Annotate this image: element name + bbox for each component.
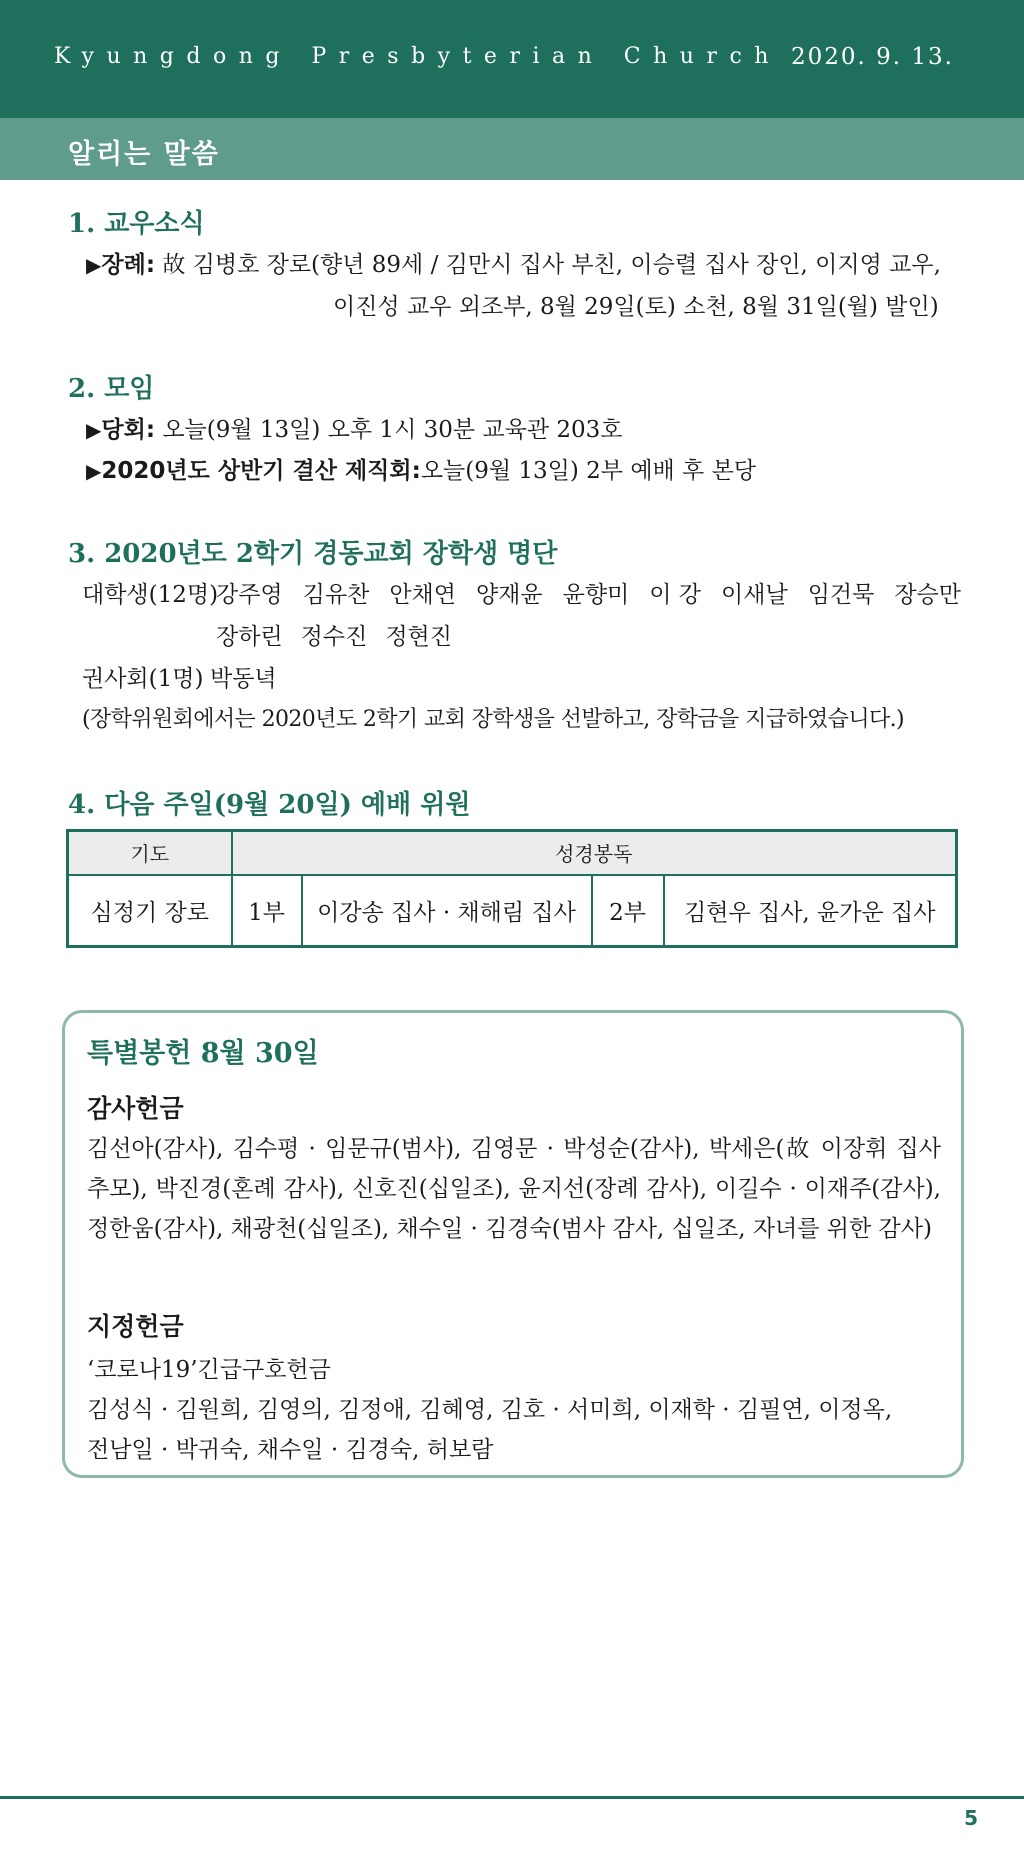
meeting-item-2 — [86, 452, 756, 485]
table-header-row — [68, 831, 957, 875]
meeting-item-1 — [86, 411, 622, 444]
offering-box — [62, 1010, 964, 1478]
scholar-name: 이새날 — [721, 582, 788, 608]
funeral-line-1 — [86, 246, 941, 279]
thanks-offering-title: 감사헌금 — [87, 1094, 184, 1123]
college-names-2 — [216, 618, 452, 651]
header-bar — [0, 0, 1024, 118]
section-2-title: 2. 모임 — [68, 374, 155, 404]
college-names — [216, 576, 961, 609]
section-4-title: 4. 다음 주일(9월 20일) 예배 위원 — [68, 790, 471, 820]
scholar-name: 정수진 — [300, 624, 368, 650]
part-2: 2부 — [592, 875, 664, 947]
header-prayer: 기도 — [68, 831, 232, 875]
designated-offering-title: 지정헌금 — [87, 1312, 184, 1341]
meeting-2-label: 2020년도 상반기 결산 제직회: — [101, 458, 421, 484]
section-band — [0, 118, 1024, 180]
scholar-name: 장하린 — [216, 624, 283, 650]
scholar-name: 박동녁 — [210, 666, 277, 692]
part-1: 1부 — [232, 875, 302, 947]
worship-committee-table — [66, 829, 958, 948]
thanks-offering-text: 김선아(감사), 김수평 · 임문규(범사), 김영문 · 박성순(감사), 박세은(故 이장휘 집사 추모), 박진경(혼례 감사), 신호진(십일조), 윤지선(장례 감사), 이길수 · 이재주(감사), 정한움(감사), 채광천(십일조), 채수일 · 김경숙(범사 감사, 십일조, 자녀를 위한 감사) — [87, 1136, 941, 1242]
funeral-line-2: 이진성 교우 외조부, 8월 29일(토) 소천, 8월 31일(월) 발인) — [333, 294, 939, 320]
meeting-2-text: 오늘(9월 13일) 2부 예배 후 본당 — [420, 458, 757, 484]
arrow-right-icon: ▶ — [86, 418, 102, 442]
designated-offering-line-1: 김성식 · 김원희, 김영의, 김정애, 김혜영, 김호 · 서미희, 이재학 · 김필연, 이정옥, — [87, 1397, 893, 1423]
part-1-readers: 이강송 집사 · 채해림 집사 — [302, 875, 592, 947]
section-3-title: 3. 2020년도 2학기 경동교회 장학생 명단 — [68, 539, 558, 569]
page-number: 5 — [964, 1806, 978, 1830]
bulletin-date: 2020. 9. 13. — [791, 44, 954, 70]
college-label: 대학생(12명) — [82, 582, 219, 608]
header-reading: 성경봉독 — [232, 831, 957, 875]
scholar-name: 안채연 — [389, 582, 456, 608]
scholar-name: 강주영 — [216, 582, 283, 608]
meeting-1-label: 당회: — [101, 417, 156, 443]
scholarship-note: (장학위원회에서는 2020년도 2학기 교회 장학생을 선발하고, 장학금을 지급하였습니다.) — [82, 707, 905, 732]
scholar-name: 이 강 — [649, 582, 702, 608]
band-title: 알리는 말씀 — [68, 139, 220, 170]
scholar-name: 양재윤 — [475, 582, 543, 608]
funeral-text-1: 故 김병호 장로(향년 89세 / 김만시 집사 부친, 이승렬 집사 장인, 이지영 교우, — [162, 252, 941, 278]
footer-divider — [0, 1796, 1024, 1799]
scholar-name: 윤향미 — [562, 582, 630, 608]
elder-label: 권사회(1명) — [82, 666, 204, 692]
arrow-right-icon: ▶ — [86, 459, 102, 483]
prayer-leader: 심정기 장로 — [68, 875, 232, 947]
scholar-name: 임건묵 — [807, 582, 875, 608]
meeting-1-text: 오늘(9월 13일) 오후 1시 30분 교육관 203호 — [155, 417, 623, 443]
designated-offering-subtitle: ‘코로나19’긴급구호헌금 — [87, 1357, 331, 1383]
scholar-name: 장승만 — [894, 582, 961, 608]
arrow-right-icon: ▶ — [86, 253, 102, 277]
part-2-readers: 김현우 집사, 윤가운 집사 — [664, 875, 957, 947]
designated-offering-line-2: 전남일 · 박귀숙, 채수일 · 김경숙, 허보람 — [87, 1437, 494, 1463]
offering-title: 특별봉헌 8월 30일 — [87, 1038, 319, 1069]
scholar-name: 정현진 — [385, 624, 452, 650]
table-row — [68, 875, 957, 947]
elder-names — [210, 660, 277, 693]
church-name: Kyungdong Presbyterian Church — [54, 44, 781, 69]
section-1-title: 1. 교우소식 — [68, 209, 205, 239]
funeral-label: 장례: — [101, 252, 156, 278]
scholar-name: 김유찬 — [302, 582, 370, 608]
